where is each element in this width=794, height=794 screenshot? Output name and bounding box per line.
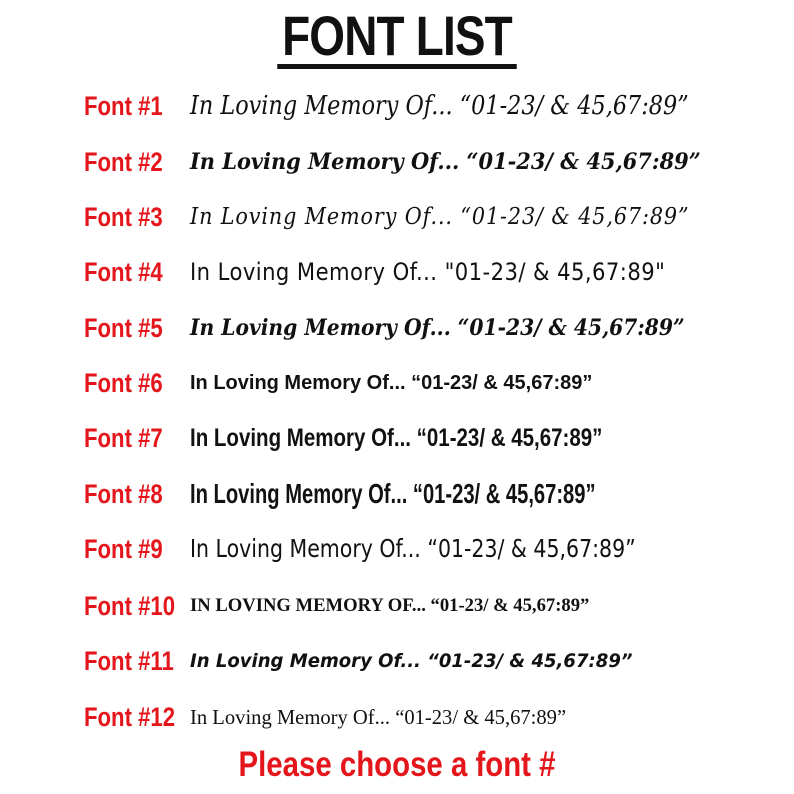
- font-label: Font #11: [84, 646, 174, 676]
- font-sample: In Loving Memory Of... “01-23/ & 45,67:89”: [190, 315, 685, 341]
- font-label: Font #4: [84, 257, 163, 287]
- font-label: Font #9: [84, 534, 163, 564]
- font-label: Font #8: [84, 479, 163, 509]
- font-sample: In Loving Memory Of... “01-23/ & 45,67:89”: [190, 204, 690, 230]
- font-row-1[interactable]: [0, 79, 794, 133]
- font-row-3[interactable]: [0, 190, 794, 244]
- font-label: Font #10: [84, 591, 176, 621]
- choose-font-prompt: Please choose a font #: [238, 745, 556, 784]
- font-row-8[interactable]: [0, 467, 794, 521]
- font-row-11[interactable]: [0, 634, 794, 688]
- font-sample: IN LOVING MEMORY OF... “01-23/ & 45,67:89”: [190, 595, 590, 616]
- font-sample: In Loving Memory Of... “01-23/ & 45,67:89”: [190, 424, 603, 452]
- font-row-2[interactable]: [0, 135, 794, 189]
- font-sample: In Loving Memory Of... “01-23/ & 45,67:89”: [190, 372, 593, 394]
- font-row-7[interactable]: [0, 411, 794, 465]
- font-row-9[interactable]: [0, 522, 794, 576]
- font-label: Font #3: [84, 202, 163, 232]
- font-row-6[interactable]: [0, 356, 794, 410]
- page-title: [71, 4, 722, 69]
- font-row-5[interactable]: [0, 301, 794, 355]
- font-sample: In Loving Memory Of... “01-23/ & 45,67:89”: [190, 149, 701, 175]
- font-row-4[interactable]: [0, 245, 794, 299]
- font-sample: In Loving Memory Of... “01-23/ & 45,67:89”: [190, 91, 689, 121]
- font-sample: In Loving Memory Of... “01-23/ & 45,67:89”: [190, 478, 596, 509]
- font-row-12[interactable]: [0, 690, 794, 744]
- font-label: Font #5: [84, 313, 163, 343]
- font-label: Font #7: [84, 423, 163, 453]
- page-title-text: FONT LIST: [277, 8, 517, 69]
- font-row-10[interactable]: [0, 579, 794, 633]
- font-sample: In Loving Memory Of... “01-23/ & 45,67:89”: [190, 650, 633, 672]
- font-label: Font #12: [84, 702, 176, 732]
- font-label: Font #2: [84, 147, 163, 177]
- font-sample: In Loving Memory Of... "01-23/ & 45,67:89": [190, 258, 666, 286]
- font-sample: In Loving Memory Of... “01-23/ & 45,67:89”: [190, 534, 636, 563]
- font-label: Font #1: [84, 91, 163, 121]
- font-sample: In Loving Memory Of... “01-23/ & 45,67:89”: [190, 705, 567, 729]
- font-label: Font #6: [84, 368, 163, 398]
